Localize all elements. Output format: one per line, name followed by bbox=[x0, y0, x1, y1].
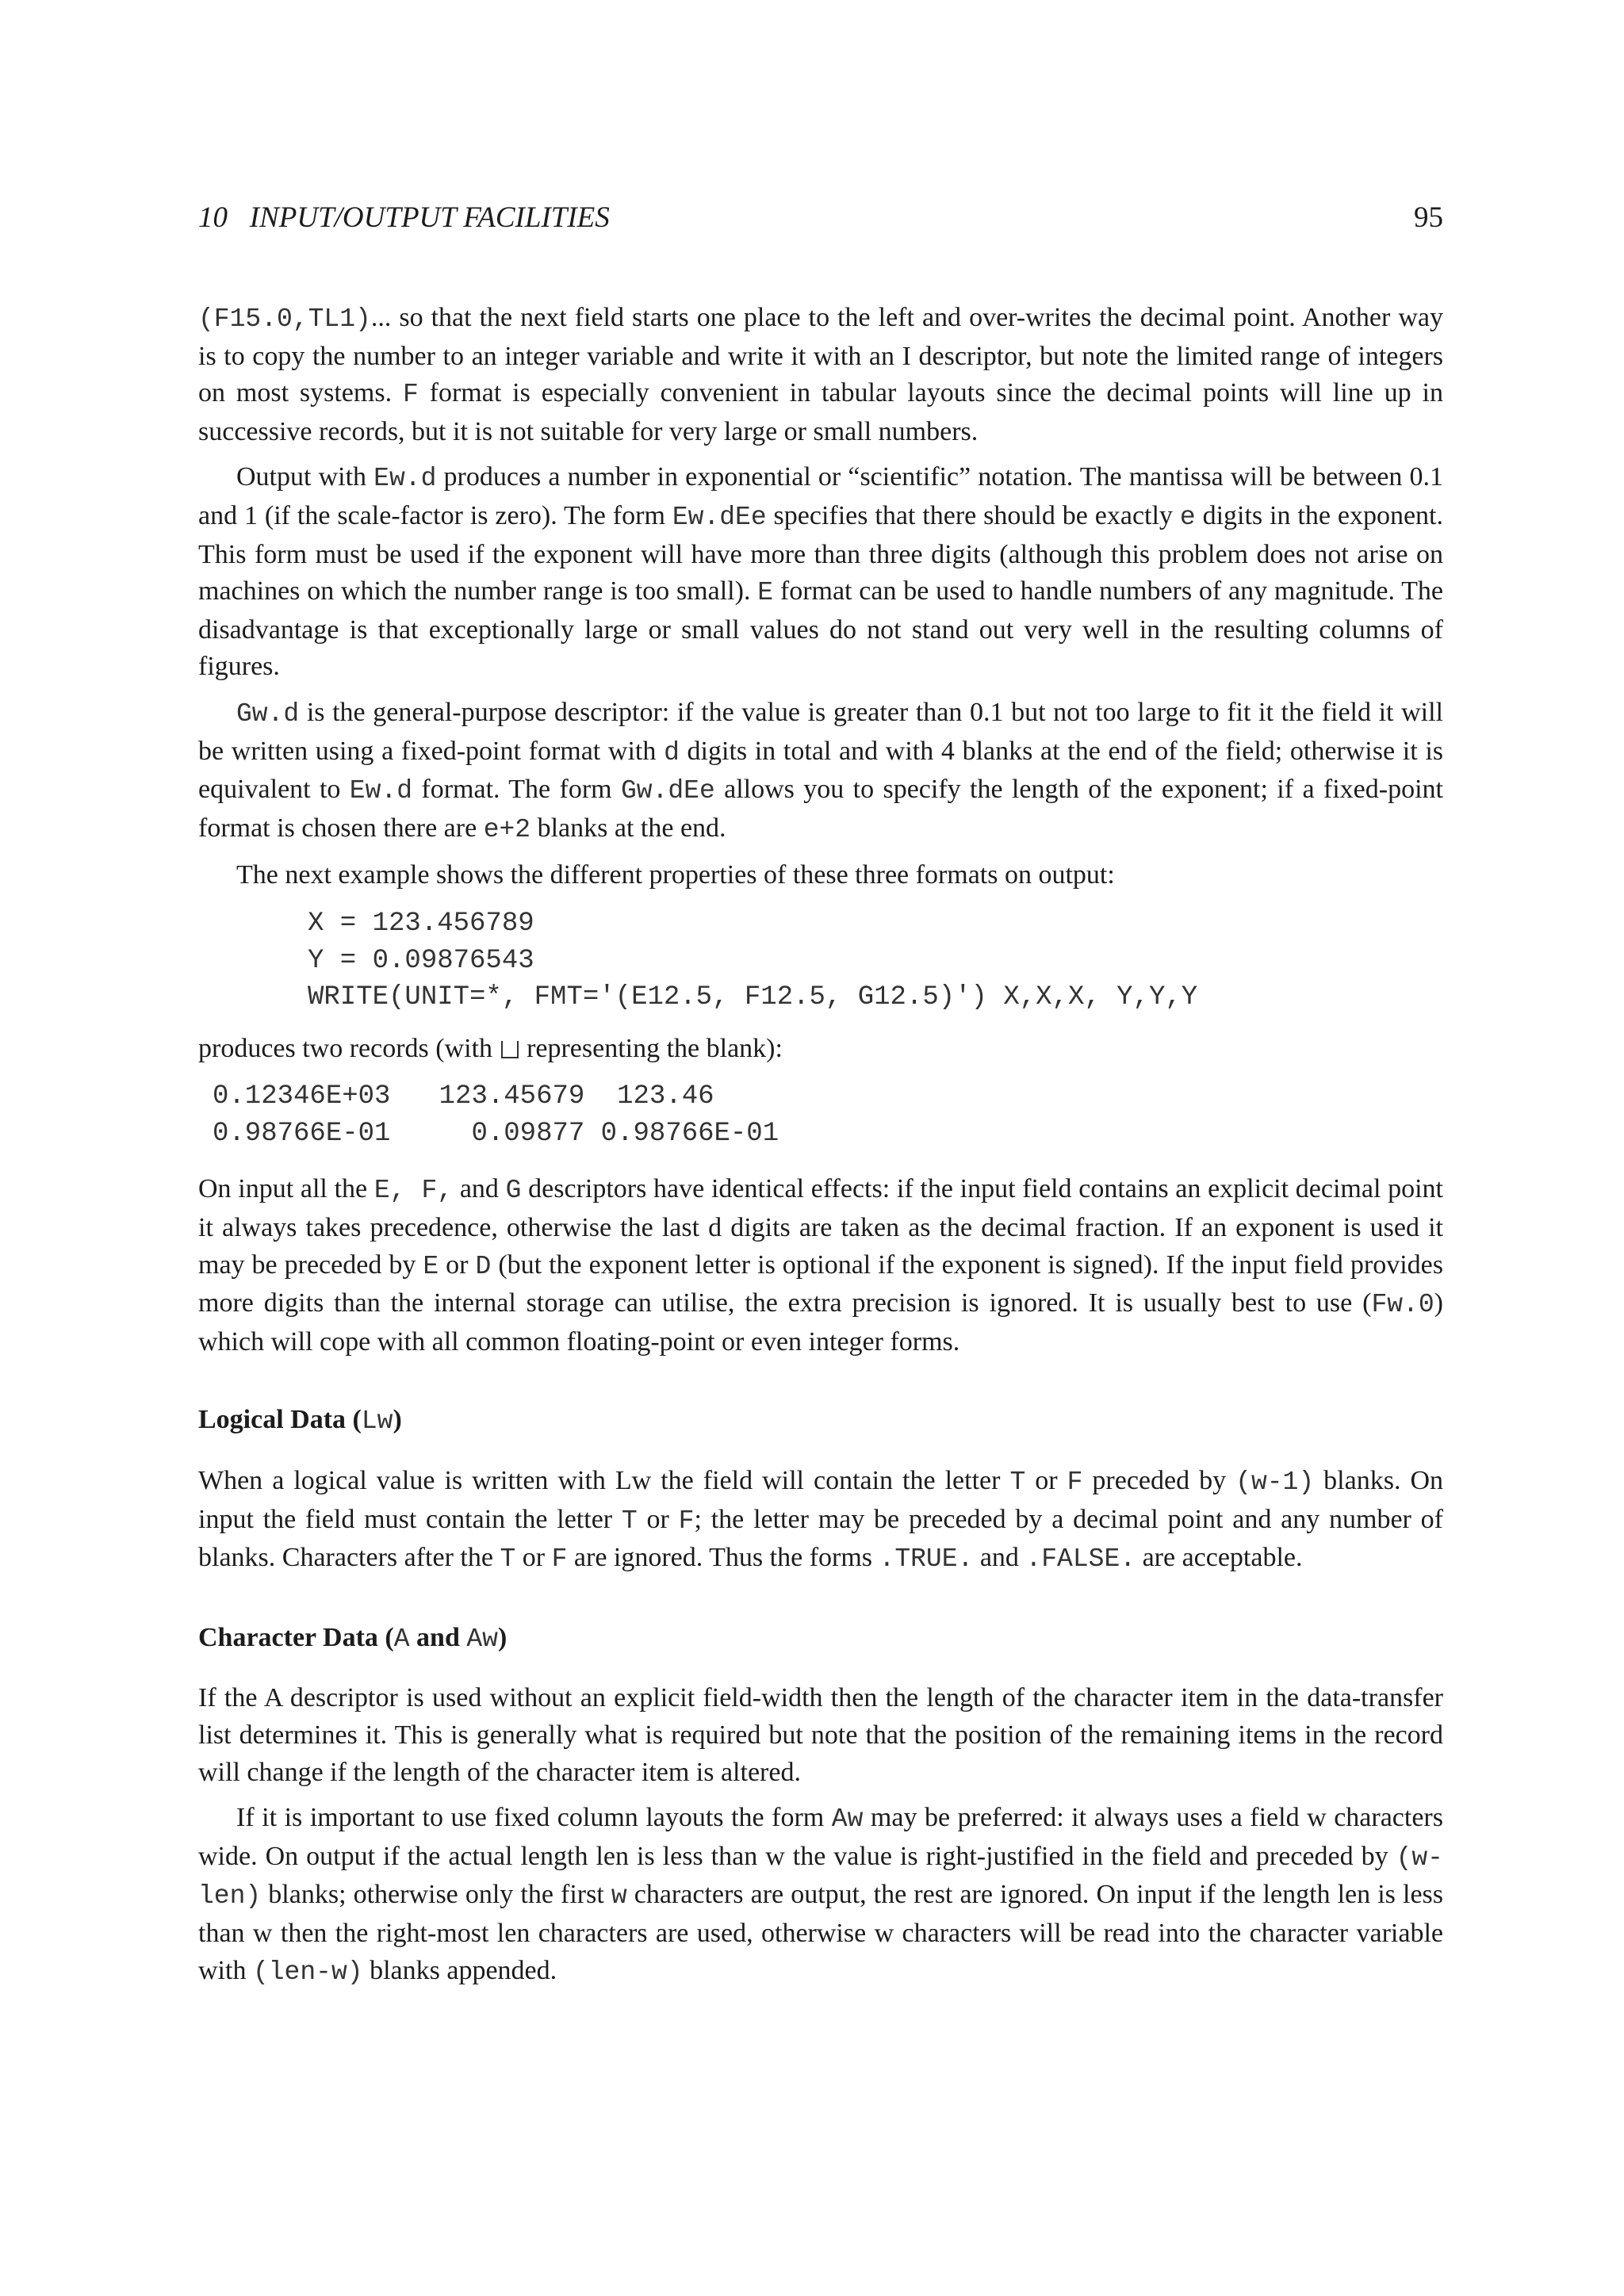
paragraph-example-intro: The next example shows the different properties of these three formats on output: bbox=[236, 860, 1115, 890]
code-span: (F15.0,TL1) bbox=[198, 304, 371, 334]
code-span: Gw.d bbox=[236, 698, 300, 729]
code-span: F bbox=[551, 1544, 568, 1575]
paragraph-records: produces two records (with representing the blank): bbox=[198, 1033, 783, 1063]
code-span: .TRUE. bbox=[879, 1544, 974, 1575]
running-header bbox=[198, 200, 1443, 236]
code-span: w bbox=[611, 1881, 627, 1911]
code-span: e+2 bbox=[483, 814, 531, 844]
heading-character-data: Character Data (A and Aw) bbox=[198, 1622, 508, 1654]
code-span: Fw.0 bbox=[1371, 1290, 1434, 1320]
code-span: Lw bbox=[361, 1406, 393, 1437]
code-example-write: X = 123.456789 Y = 0.09876543 WRITE(UNIT=*, FMT='(E12.5, F12.5, G12.5)') X,X,X, Y,Y,Y bbox=[308, 908, 1198, 1013]
code-span: G bbox=[505, 1176, 522, 1206]
code-span: Ew.dEe bbox=[672, 502, 767, 532]
paragraph-e-format: Output with Ew.d produces a number in exponential or “scientific” notation. The mantissa will be between 0.1 and 1 (if the scale-factor is zero). The form Ew.dEe specifies that there should be exactly e digits in the exponent. This form must be used if the exponent will have more than three digits (although this problem does not arise on machines on which the number range is too small). E format can be used to handle numbers of any magnitude. The disadvantage is that exceptionally large or small values do not stand out very well in the resulting columns of figures. bbox=[198, 462, 1443, 682]
code-span: d bbox=[664, 737, 680, 767]
code-span: A bbox=[393, 1624, 410, 1654]
paragraph-f-format: (F15.0,TL1)... so that the next field starts one place to the left and over-writes the decimal point. Another way is to copy the number to an integer variable and write it with an I descriptor, but note the limited range of integers on most systems. F format is especially convenient in tabular layouts since the decimal points will line up in successive records, but it is not suitable for very large or small numbers. bbox=[198, 303, 1443, 446]
paragraph-input-descriptors: On input all the E, F, and G descriptors have identical effects: if the input field contains an explicit decimal point it always takes precedence, otherwise the last d digits are taken as the decimal fraction. If an exponent is used it may be preceded by E or D (but the exponent letter is optional if the exponent is signed). If the input field provides more digits than the internal storage can utilise, the extra precision is ignored. It is usually best to use (Fw.0) which will cope with all common floating-point or even integer forms. bbox=[198, 1174, 1443, 1357]
code-span: T bbox=[1009, 1468, 1026, 1498]
code-span: .FALSE. bbox=[1025, 1544, 1136, 1575]
code-span: e bbox=[1179, 502, 1196, 532]
code-span: (w-1) bbox=[1235, 1468, 1315, 1498]
code-span: F bbox=[1067, 1468, 1083, 1498]
code-span: E bbox=[757, 578, 774, 608]
code-span: T bbox=[621, 1506, 638, 1536]
code-span: E, F, bbox=[373, 1176, 454, 1206]
code-span: E bbox=[423, 1251, 439, 1281]
paragraph-character-a: If the A descriptor is used without an explicit field-width then the length of the character item in the data-transfer list determines it. This is generally what is required but note that the position of the remaining items in the record will change if the length of the character item is altered. bbox=[198, 1683, 1443, 1787]
code-span: F bbox=[402, 380, 419, 410]
code-span: Gw.dEe bbox=[620, 776, 715, 806]
paragraph-character-aw: If it is important to use fixed column layouts the form Aw may be preferred: it always uses a field w characters wide. On output if the actual length len is less than w the value is right-justified in the field and preceded by (w-len) blanks; otherwise only the first w characters are output, the rest are ignored. On input if the length len is less than w then the right-most len characters are used, otherwise w characters will be read into the character variable with (len-w) blanks appended. bbox=[198, 1803, 1443, 1987]
code-span: (w-len) bbox=[198, 1843, 1443, 1911]
paragraph-logical: When a logical value is written with Lw the field will contain the letter T or F preceded by (w-1) blanks. On input the field must contain the letter T or F; the letter may be preceded by a decimal point and any number of blanks. Characters after the T or F are ignored. Thus the forms .TRUE. and .FALSE. are acceptable. bbox=[198, 1466, 1444, 1575]
code-span: Ew.d bbox=[373, 464, 437, 494]
blank-symbol-icon bbox=[501, 1041, 519, 1058]
heading-logical-data: Logical Data (Lw) bbox=[198, 1405, 402, 1437]
code-example-output: 0.12346E+03 123.45679 123.46 0.98766E-01 0.09877 0.98766E-01 bbox=[213, 1081, 779, 1149]
body-text bbox=[198, 300, 1443, 1999]
paragraph-g-format: Gw.d is the general-purpose descriptor: if the value is greater than 0.1 but not too large to fit it the field it will be written using a fixed-point format with d digits in total and with 4 blanks at the end of the field; otherwise it is equivalent to Ew.d format. The form Gw.dEe allows you to specify the length of the exponent; if a fixed-point format is chosen there are e+2 blanks at the end. bbox=[198, 697, 1443, 844]
code-span: F bbox=[678, 1506, 695, 1536]
code-span: (len-w) bbox=[252, 1957, 363, 1987]
chapter-title: 10 INPUT/OUTPUT FACILITIES bbox=[198, 201, 610, 234]
code-span: Aw bbox=[831, 1804, 864, 1835]
code-span: Aw bbox=[466, 1624, 498, 1654]
code-span: Ew.d bbox=[349, 776, 413, 806]
code-span: D bbox=[475, 1251, 492, 1281]
page-number: 95 bbox=[1414, 201, 1443, 234]
code-span: T bbox=[500, 1544, 516, 1575]
